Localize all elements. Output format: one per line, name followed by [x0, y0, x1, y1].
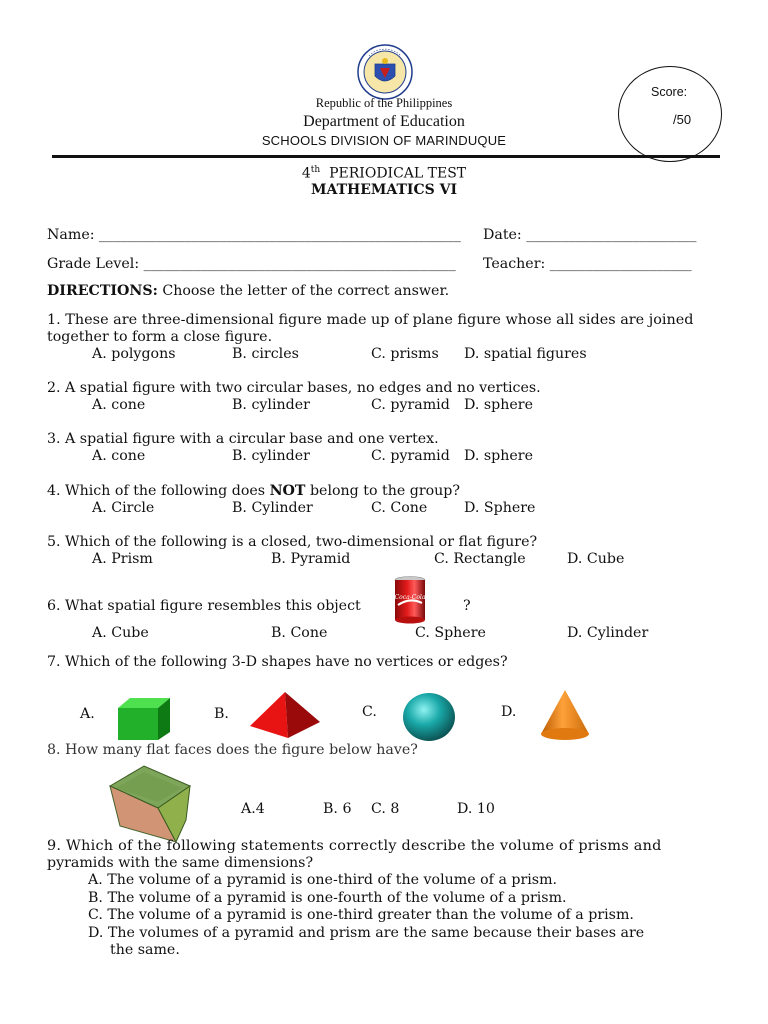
q6-option-c: C. Sphere: [415, 625, 486, 641]
q7-option-b: B.: [214, 706, 229, 722]
q2-option-d: D. sphere: [464, 397, 533, 413]
test-title: [0, 165, 768, 182]
question-2: 2. A spatial figure with two circular bases, no edges and no vertices.: [47, 380, 541, 396]
q7-option-a: A.: [80, 706, 95, 722]
question-6: 6. What spatial figure resembles this object: [47, 598, 361, 614]
q9-option-b: B. The volume of a pyramid is one-fourth of the volume of a prism.: [88, 890, 567, 906]
cone-image: [538, 688, 592, 742]
cone-icon: [538, 688, 592, 742]
question-8: 8. How many flat faces does the figure below have?: [47, 742, 418, 758]
q9-option-d-line1: D. The volumes of a pyramid and prism are the same because their bases are: [88, 925, 645, 941]
test-name: PERIODICAL TEST: [329, 165, 467, 182]
q6-question-mark: ?: [463, 598, 471, 614]
q3-option-d: D. sphere: [464, 448, 533, 464]
q7-option-c: C.: [362, 704, 377, 720]
directions-label: DIRECTIONS:: [47, 283, 158, 299]
q9-option-a: A. The volume of a pyramid is one-third of the volume of a prism.: [88, 872, 558, 888]
q6-option-b: B. Cone: [271, 625, 328, 641]
question-7: 7. Which of the following 3-D shapes have no vertices or edges?: [47, 654, 508, 670]
q5-option-b: B. Pyramid: [271, 551, 351, 567]
cube-image: [114, 694, 172, 742]
division-line: SCHOOLS DIVISION OF MARINDUQUE: [261, 133, 507, 148]
q9-option-c: C. The volume of a pyramid is one-third greater than the volume of a prism.: [88, 907, 634, 923]
subject-title: MATHEMATICS VI: [310, 182, 457, 198]
q7-option-d: D.: [501, 704, 517, 720]
soda-can-icon: [390, 575, 430, 625]
q6-option-a: A. Cube: [92, 625, 149, 641]
q1-option-d: D. spatial figures: [464, 346, 587, 362]
q5-option-c: C. Rectangle: [434, 551, 526, 567]
question-9-line1: 9. Which of the following statements correctly describe the volume of prisms and: [47, 838, 662, 854]
q3-option-b: B. cylinder: [232, 448, 310, 464]
q1-option-b: B. circles: [232, 346, 299, 362]
seal-icon: [357, 44, 413, 100]
q8-option-c: C. 8: [371, 801, 400, 817]
q4-option-b: B. Cylinder: [232, 500, 313, 516]
score-total: /50: [673, 112, 692, 127]
q8-option-a: A.4: [241, 801, 265, 817]
q4-option-c: C. Cone: [371, 500, 428, 516]
q2-option-c: C. pyramid: [371, 397, 450, 413]
sphere-icon: [402, 692, 456, 742]
date-field: Date: ________________________: [483, 227, 697, 243]
q4-option-d: D. Sphere: [464, 500, 536, 516]
sphere-image: [402, 692, 456, 742]
pyramid-icon: [248, 690, 322, 740]
q4-text-pre: 4. Which of the following does: [47, 483, 270, 499]
q4-text-post: belong to the group?: [305, 483, 460, 499]
q8-option-b: B. 6: [323, 801, 352, 817]
q8-option-d: D. 10: [457, 801, 495, 817]
question-3: 3. A spatial figure with a circular base and one vertex.: [47, 431, 439, 447]
question-1-line1: 1. These are three-dimensional figure made up of plane figure whose all sides are joined: [47, 312, 694, 328]
teacher-field: Teacher: ____________________: [483, 256, 692, 272]
quarter-suffix: th: [310, 165, 321, 175]
score-label: Score:: [651, 85, 688, 99]
q1-option-a: A. polygons: [92, 346, 176, 362]
question-4: [47, 483, 460, 500]
quarter-number: 4: [301, 165, 311, 182]
q4-emphasis: NOT: [269, 483, 306, 499]
q3-option-a: A. cone: [92, 448, 146, 464]
q6-option-d: D. Cylinder: [567, 625, 649, 641]
score-circle: [618, 66, 722, 162]
question-9-line2: pyramids with the same dimensions?: [47, 855, 314, 871]
directions: [47, 283, 449, 300]
soda-can-image: [390, 575, 430, 625]
question-5: 5. Which of the following is a closed, two-dimensional or flat figure?: [47, 534, 538, 550]
cube-icon: [114, 694, 172, 742]
republic-line: Republic of the Philippines: [315, 96, 453, 110]
q2-option-a: A. cone: [92, 397, 146, 413]
department-line: Department of Education: [303, 113, 465, 130]
q1-option-c: C. prisms: [371, 346, 439, 362]
name-field: Name: ___________________________________________________: [47, 227, 461, 243]
open-box-image: [106, 762, 194, 844]
q5-option-d: D. Cube: [567, 551, 625, 567]
q9-option-d-line2: the same.: [110, 942, 180, 958]
q2-option-b: B. cylinder: [232, 397, 310, 413]
header-divider: [52, 155, 720, 158]
pyramid-image: [248, 690, 322, 740]
can-label: Coca-Cola: [394, 594, 426, 601]
q4-option-a: A. Circle: [92, 500, 155, 516]
deped-seal: [357, 44, 413, 100]
q5-option-a: A. Prism: [92, 551, 153, 567]
directions-text: Choose the letter of the correct answer.: [157, 283, 450, 299]
question-1-line2: together to form a close figure.: [47, 329, 273, 345]
open-box-icon: [106, 762, 194, 844]
q3-option-c: C. pyramid: [371, 448, 450, 464]
grade-level-field: Grade Level: ____________________________________________: [47, 256, 456, 272]
